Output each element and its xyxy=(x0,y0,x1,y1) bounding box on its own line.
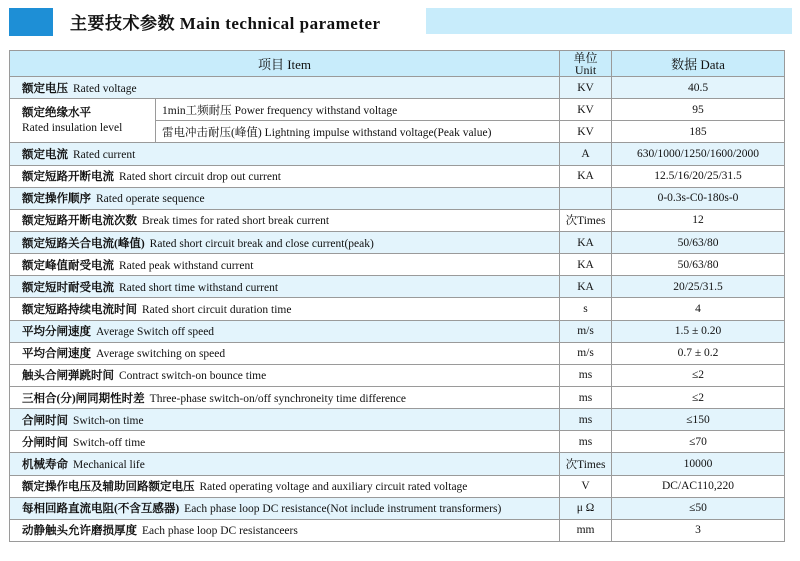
table-row xyxy=(10,99,785,121)
param-name-en: Contract switch-on bounce time xyxy=(119,370,267,383)
table-row xyxy=(10,231,785,253)
param-value: 12 xyxy=(612,209,785,231)
table-row xyxy=(10,165,785,187)
table-row xyxy=(10,519,785,541)
param-name xyxy=(10,364,560,386)
param-name-cn: 三相合(分)闸同期性时差 xyxy=(22,392,145,405)
table-row xyxy=(10,475,785,497)
param-unit: mm xyxy=(560,519,612,541)
param-value: DC/AC110,220 xyxy=(612,475,785,497)
param-value: ≤2 xyxy=(612,386,785,408)
param-value: 50/63/80 xyxy=(612,254,785,276)
param-name-en: Each phase loop DC resistance(Not include instrument transformers) xyxy=(184,503,502,516)
param-name-en: Rated operating voltage and auxiliary circuit rated voltage xyxy=(199,481,468,494)
param-unit: s xyxy=(560,298,612,320)
table-row xyxy=(10,453,785,475)
param-unit: ms xyxy=(560,431,612,453)
param-value: ≤2 xyxy=(612,364,785,386)
header-accent-block xyxy=(9,8,53,36)
param-unit: KA xyxy=(560,231,612,253)
insulation-group-label xyxy=(10,99,156,143)
param-name xyxy=(10,342,560,364)
param-name-cn: 额定短路开断电流次数 xyxy=(22,215,137,228)
param-unit: 次Times xyxy=(560,209,612,231)
table-header-row xyxy=(10,51,785,77)
param-value: 630/1000/1250/1600/2000 xyxy=(612,143,785,165)
param-name-cn: 平均合闸速度 xyxy=(22,348,91,361)
table-row xyxy=(10,254,785,276)
param-name-en: Rated current xyxy=(73,148,136,161)
param-name-en: Each phase loop DC resistanceers xyxy=(142,525,298,538)
param-name-cn: 雷电冲击耐压(峰值) xyxy=(162,126,262,139)
param-value: ≤70 xyxy=(612,431,785,453)
table-row xyxy=(10,409,785,431)
param-name xyxy=(10,320,560,342)
param-name xyxy=(10,254,560,276)
table-row xyxy=(10,364,785,386)
param-name-en: Switch-on time xyxy=(73,414,144,427)
param-unit: KV xyxy=(560,77,612,99)
param-name-cn: 动静触头允许磨损厚度 xyxy=(22,525,137,538)
param-value: 50/63/80 xyxy=(612,231,785,253)
param-name xyxy=(156,99,560,121)
param-name-cn: 触头合闸弹跳时间 xyxy=(22,370,114,383)
param-name xyxy=(10,519,560,541)
param-unit xyxy=(560,187,612,209)
table-row xyxy=(10,77,785,99)
param-name-en: Rated voltage xyxy=(73,82,137,95)
param-name-en: Rated operate sequence xyxy=(96,193,205,206)
table-row xyxy=(10,143,785,165)
param-name-en: Rated short circuit duration time xyxy=(142,303,292,316)
param-name-en: Switch-off time xyxy=(73,436,146,449)
param-unit: KA xyxy=(560,276,612,298)
param-name-en: Rated short circuit drop out current xyxy=(119,171,281,184)
param-unit: m/s xyxy=(560,342,612,364)
param-name xyxy=(10,453,560,475)
param-unit: ms xyxy=(560,364,612,386)
param-name-cn: 额定操作电压及辅助回路额定电压 xyxy=(22,481,195,494)
param-name-en: Power frequency withstand voltage xyxy=(234,104,398,117)
param-name xyxy=(10,165,560,187)
param-unit: m/s xyxy=(560,320,612,342)
param-name-cn: 1min工频耐压 xyxy=(162,104,232,117)
param-value: 3 xyxy=(612,519,785,541)
param-unit: μ Ω xyxy=(560,497,612,519)
param-name-cn: 额定短时耐受电流 xyxy=(22,281,114,294)
param-name-en: Lightning impulse withstand voltage(Peak value) xyxy=(264,126,492,139)
param-value: 185 xyxy=(612,121,785,143)
param-name xyxy=(10,187,560,209)
param-name xyxy=(156,121,560,143)
table-row xyxy=(10,342,785,364)
table-row xyxy=(10,187,785,209)
param-name-en: Break times for rated short break current xyxy=(142,215,330,228)
header-unit-en: Unit xyxy=(574,62,597,77)
insulation-en: Rated insulation level xyxy=(22,121,123,134)
table-row xyxy=(10,276,785,298)
param-name-cn: 额定电流 xyxy=(22,148,68,161)
param-unit: ms xyxy=(560,386,612,408)
param-name xyxy=(10,231,560,253)
param-name xyxy=(10,497,560,519)
header-item: 项目 Item xyxy=(10,51,560,77)
param-name-en: Rated short time withstand current xyxy=(119,281,279,294)
param-name xyxy=(10,475,560,497)
param-name xyxy=(10,276,560,298)
param-value: 12.5/16/20/25/31.5 xyxy=(612,165,785,187)
page-title: 主要技术参数 Main technical parameter xyxy=(70,14,381,33)
table-row xyxy=(10,386,785,408)
param-value: 10000 xyxy=(612,453,785,475)
header-data: 数据 Data xyxy=(612,51,785,77)
table-row xyxy=(10,209,785,231)
param-value: 1.5 ± 0.20 xyxy=(612,320,785,342)
param-value: 20/25/31.5 xyxy=(612,276,785,298)
param-name xyxy=(10,77,560,99)
param-name xyxy=(10,409,560,431)
param-name-en: Mechanical life xyxy=(73,458,145,471)
table-row xyxy=(10,298,785,320)
table-row xyxy=(10,431,785,453)
param-name-cn: 额定短路开断电流 xyxy=(22,171,114,184)
param-unit: KV xyxy=(560,99,612,121)
param-unit: KA xyxy=(560,254,612,276)
param-unit: 次Times xyxy=(560,453,612,475)
param-value: 4 xyxy=(612,298,785,320)
table-row xyxy=(10,497,785,519)
param-name-cn: 额定峰值耐受电流 xyxy=(22,259,114,272)
param-name xyxy=(10,431,560,453)
table-row xyxy=(10,320,785,342)
param-value: 0-0.3s-C0-180s-0 xyxy=(612,187,785,209)
param-name xyxy=(10,143,560,165)
param-value: 40.5 xyxy=(612,77,785,99)
param-name-en: Rated peak withstand current xyxy=(119,259,254,272)
param-value: 0.7 ± 0.2 xyxy=(612,342,785,364)
param-value: 95 xyxy=(612,99,785,121)
param-name-cn: 额定电压 xyxy=(22,82,68,95)
param-unit: KV xyxy=(560,121,612,143)
param-unit: V xyxy=(560,475,612,497)
param-name-cn: 额定短路关合电流(峰值) xyxy=(22,237,145,250)
insulation-cn: 额定绝缘水平 xyxy=(22,106,91,119)
header-unit-cn: 单位 xyxy=(573,50,598,65)
param-name-cn: 额定短路持续电流时间 xyxy=(22,303,137,316)
param-name-cn: 合闸时间 xyxy=(22,414,68,427)
param-unit: A xyxy=(560,143,612,165)
param-name-cn: 机械寿命 xyxy=(22,458,68,471)
technical-parameter-table xyxy=(9,50,785,542)
param-name-en: Average switching on speed xyxy=(96,348,226,361)
param-unit: KA xyxy=(560,165,612,187)
header-unit xyxy=(560,51,612,77)
param-name xyxy=(10,298,560,320)
param-name xyxy=(10,386,560,408)
param-name xyxy=(10,209,560,231)
param-name-cn: 平均分闸速度 xyxy=(22,326,91,339)
param-value: ≤150 xyxy=(612,409,785,431)
param-name-en: Rated short circuit break and close current(peak) xyxy=(149,237,374,250)
param-name-en: Average Switch off speed xyxy=(96,326,215,339)
param-name-cn: 额定操作顺序 xyxy=(22,193,91,206)
param-name-cn: 分闸时间 xyxy=(22,436,68,449)
param-value: ≤50 xyxy=(612,497,785,519)
param-name-cn: 每相回路直流电阻(不含互感器) xyxy=(22,503,180,516)
header-band xyxy=(426,8,792,34)
param-unit: ms xyxy=(560,409,612,431)
param-name-en: Three-phase switch-on/off synchroneity time difference xyxy=(149,392,406,405)
